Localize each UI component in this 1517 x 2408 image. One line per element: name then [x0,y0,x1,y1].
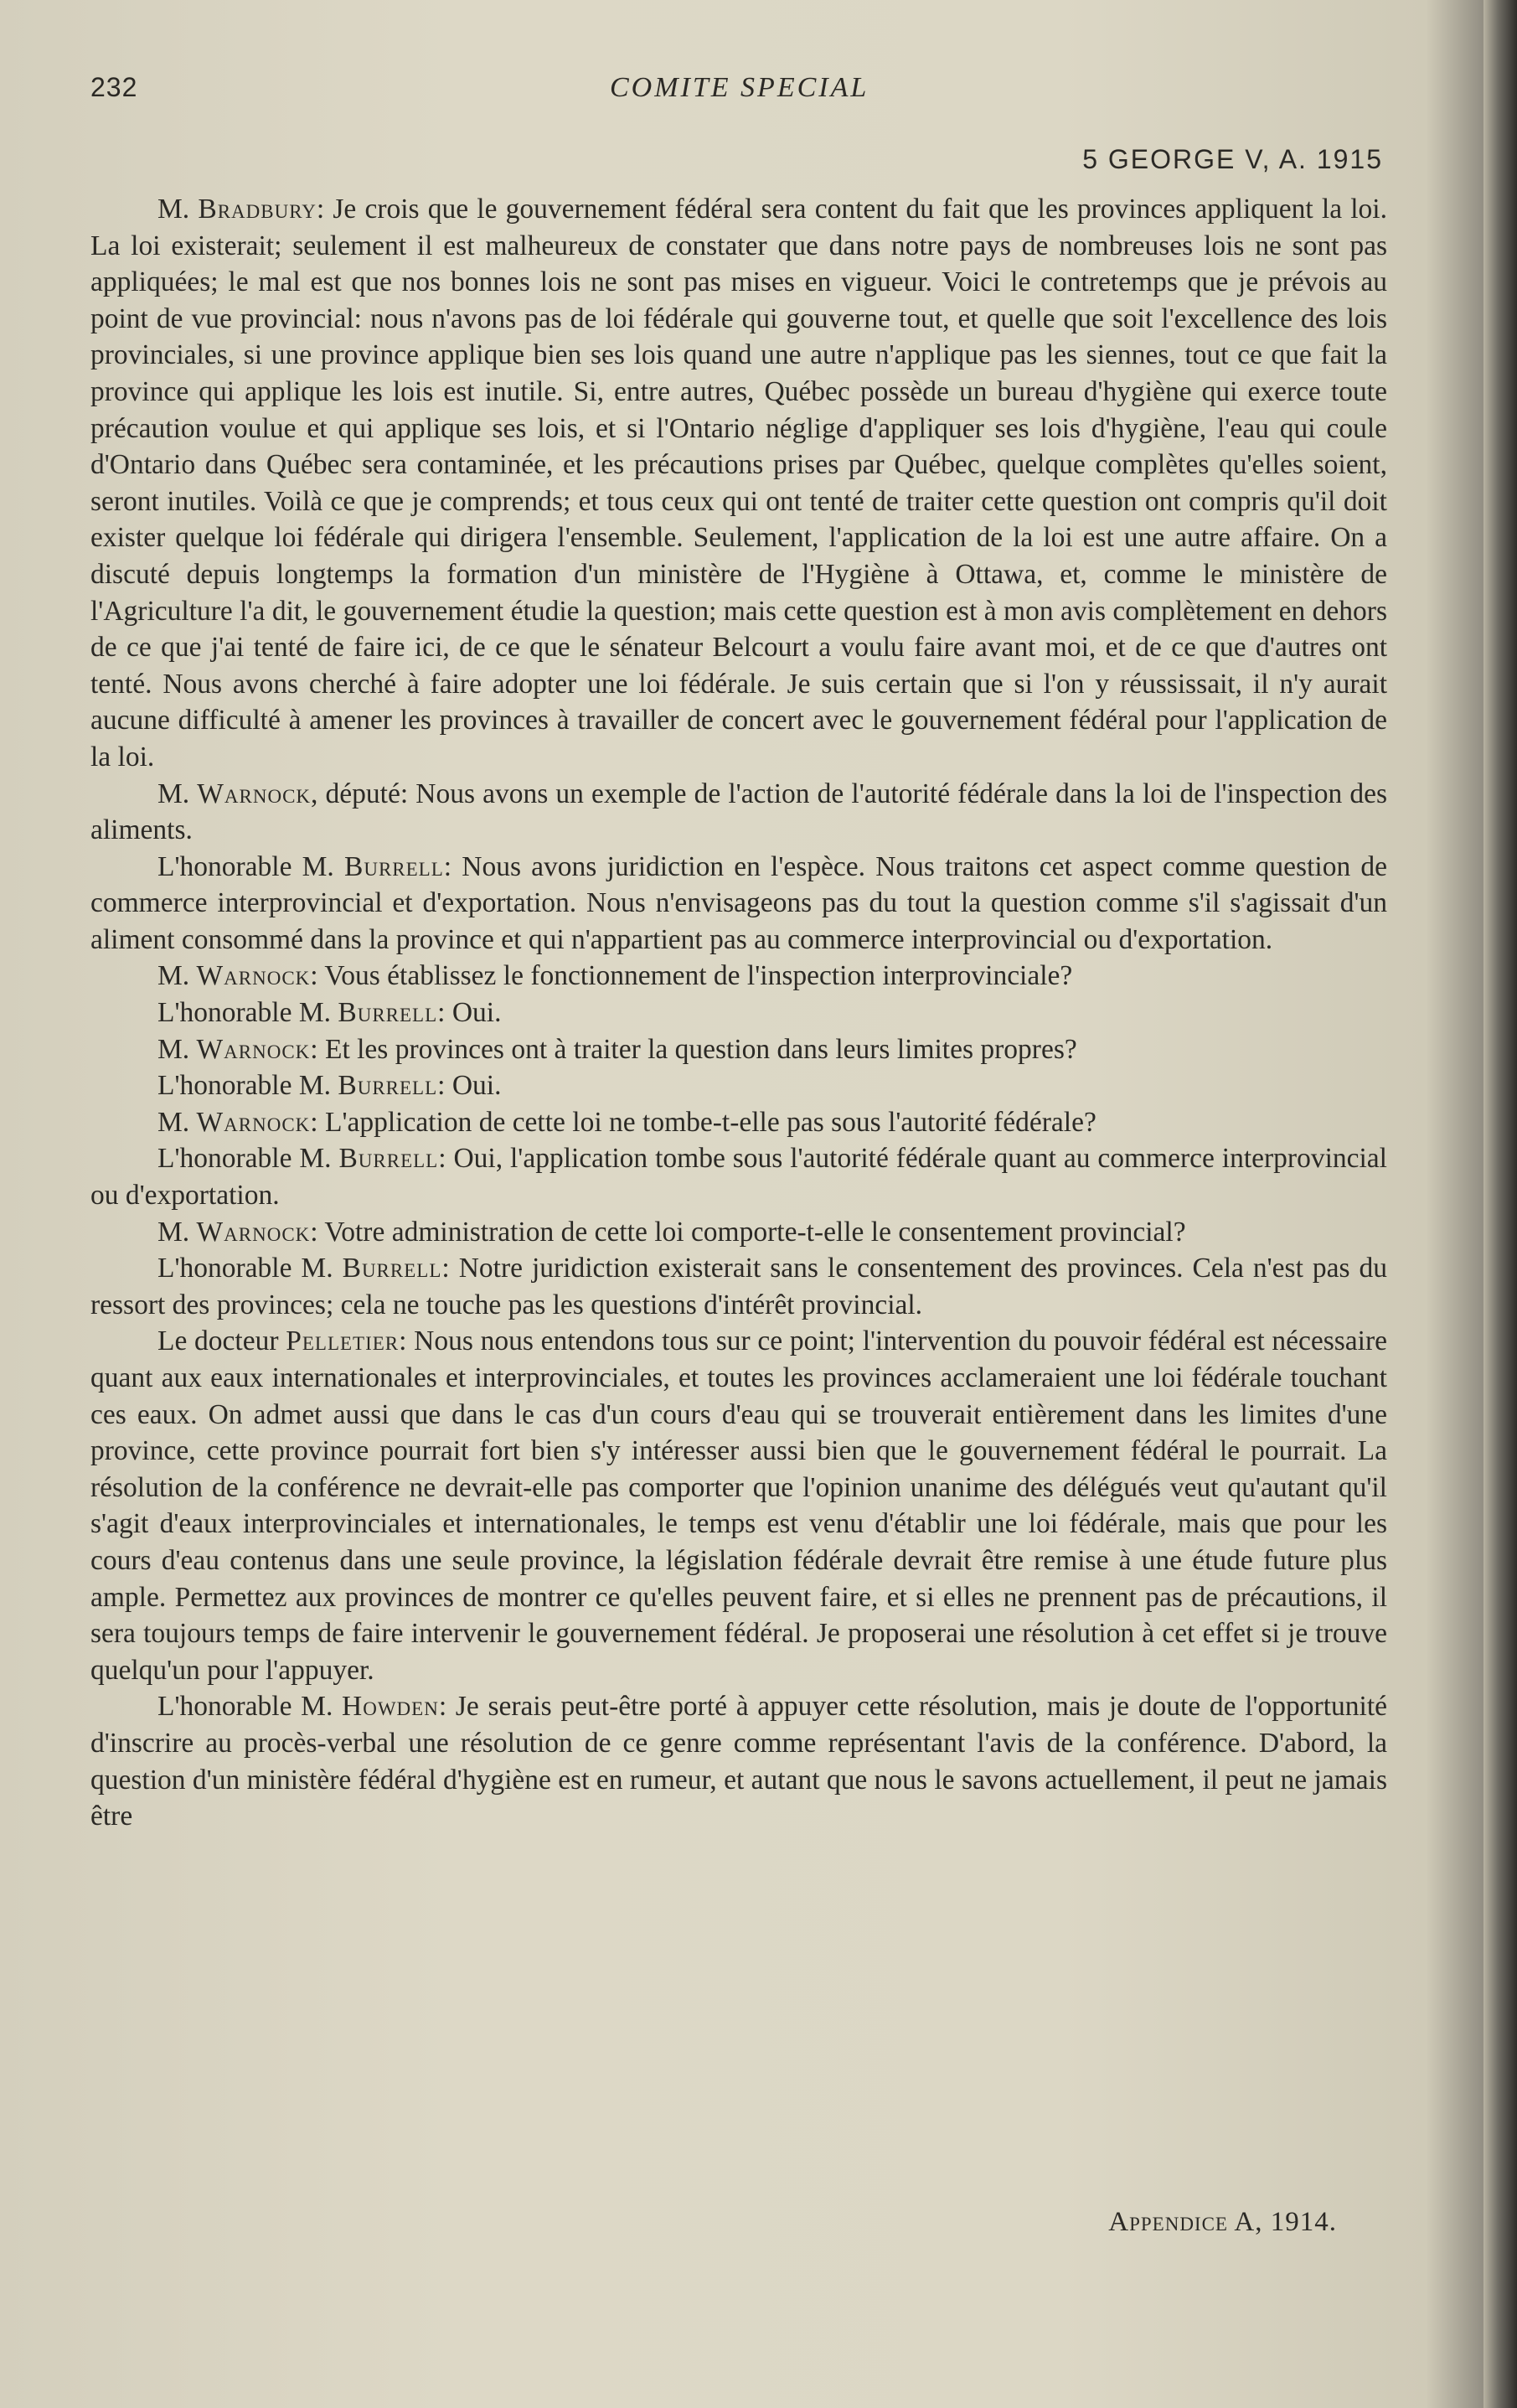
speaker-suffix: : [310,960,318,992]
speaker-prefix: M. [157,778,198,809]
speaker-suffix: : [437,1070,446,1102]
speaker-name: Howden [342,1691,439,1723]
speaker-prefix: L'honorable M. [157,850,344,882]
speech-paragraph [90,1104,1387,1141]
appendix-label: Appendice A [1108,2207,1256,2237]
running-title: COMITE SPECIAL [610,72,869,103]
page-header [90,72,1389,114]
speech-text: Je crois que le gouvernement fédéral sera content du fait que les provinces appliquent la loi. La loi existerait; seulement il est malheureux de constater que dans notre pays de nombreuses lois ne sont pas appliquées; le mal est que nos bonnes lois ne sont pas mises en vigueur. Voici le contretemps que je prévois au point de vue provincial: nous n'avons pas de loi fédérale qui gouverne tout, et quelle que soit l'excellence des lois provinciales, si une province applique bien ses lois quand une autre n'applique pas les siennes, tout ce que fait la province qui applique les lois est inutile. Si, entre autres, Québec possède un bureau d'hygiène qui exerce toute précaution voulue et qui applique ses lois, et si l'Ontario néglige d'appliquer ses lois d'hygiène, l'eau qui coule d'Ontario dans Québec sera contaminée, et les précautions prises par Québec, quelque complètes qu'elles soient, seront inutiles. Voilà ce que je comprends; et tous ceux qui ont tenté de traiter cette question ont compris qu'il doit exister quelque loi fédérale qui dirigera l'ensemble. Seulement, l'application de la loi est une autre affaire. On a discuté depuis longtemps la formation d'un ministère de l'Hygiène à Ottawa, et, comme le ministère de l'Agriculture l'a dit, le gouvernement étudie la question; mais cette question est à mon avis complètement en dehors de ce que j'ai tenté de faire ici, de ce que le sénateur Belcourt a voulu faire avant moi, et de ce que d'autres ont tenté. Nous avons cherché à faire adopter une loi fédérale. Je suis certain que si l'on y réussissait, il n'y aurait aucune difficulté à amener les provinces à travailler de concert avec le gouvernement fédéral pour l'application de la loi. [90,194,1387,773]
speaker-name: Pelletier [286,1325,400,1357]
speech-text: Nous avons juridiction en l'espèce. Nous traitons cet aspect comme question de commerce interprovincial et d'exportation. Nous n'envisageons pas du tout la question comme s'il s'agissait d'un aliment consommé dans la province et qui n'appartient pas au commerce interprovincial ou d'exportation. [90,850,1387,955]
speech-paragraph [90,995,1387,1031]
speaker-suffix: : [438,1143,446,1175]
speech-text: Notre juridiction existerait sans le consentement des provinces. Cela n'est pas du ressort des provinces; cela ne touche pas les questions d'intérêt provincial. [90,1253,1387,1320]
page-footer [1108,2207,1337,2238]
speaker-suffix: : [437,997,446,1029]
speech-paragraph [90,1031,1387,1068]
speaker-name: Warnock [196,1106,311,1138]
speaker-suffix: : [399,1325,407,1357]
speaker-suffix: : [443,850,452,882]
speech-paragraph [90,1688,1387,1834]
speaker-suffix: : [310,1033,318,1065]
speaker-prefix: M. [157,194,199,225]
speaker-suffix: : [316,194,325,225]
speech-paragraph [90,958,1387,995]
speech-text: Votre administration de cette loi comporte-t-elle le consentement provincial? [317,1216,1186,1248]
speaker-name: Burrell [342,1253,442,1284]
speech-text: Je serais peut-être porté à appuyer cette résolution, mais je doute de l'opportunité d'inscrire au procès-verbal une résolution de ce genre comme représentant l'avis de la conférence. D'abord, la question d'un ministère fédéral d'hygiène est en rumeur, et autant que nous le savons actuellement, il peut ne jamais être [90,1691,1387,1832]
speech-paragraph [90,1214,1387,1251]
session-reference: 5 GEORGE V, A. 1915 [1082,144,1383,174]
speaker-suffix: : [441,1253,450,1284]
speaker-name: Warnock [197,778,312,809]
speaker-suffix: , député: [311,778,409,809]
transcript-body [90,191,1387,1835]
speech-paragraph [90,849,1387,959]
speech-paragraph [90,1140,1387,1213]
speech-text: Et les provinces ont à traiter la question dans leurs limites propres? [317,1033,1077,1065]
speaker-suffix: : [310,1216,318,1248]
speech-text: Vous établissez le fonctionnement de l'inspection interprovinciale? [317,960,1073,992]
speaker-prefix: M. [157,1216,197,1248]
speech-paragraph [90,1250,1387,1323]
speaker-name: Warnock [196,1216,311,1248]
speech-paragraph [90,776,1387,849]
speech-text: Nous avons un exemple de l'action de l'autorité fédérale dans la loi de l'inspection des aliments. [90,778,1388,846]
speaker-name: Burrell [338,1143,439,1175]
speech-paragraph [90,191,1387,776]
speaker-name: Warnock [196,960,311,992]
speaker-prefix: L'honorable M. [157,997,338,1029]
speaker-prefix: M. [157,1033,197,1065]
speaker-suffix: : [438,1691,447,1723]
speaker-prefix: L'honorable M. [157,1691,343,1723]
speech-paragraph [90,1323,1387,1688]
speaker-prefix: Le docteur [157,1325,286,1357]
speaker-name: Burrell [338,1070,438,1102]
speaker-suffix: : [310,1106,318,1138]
speech-text: Oui, l'application tombe sous l'autorité fédérale quant au commerce interprovincial ou d'exportation. [90,1143,1387,1212]
speaker-name: Bradbury [198,194,317,225]
speech-text: Nous nous entendons tous sur ce point; l'intervention du pouvoir fédéral est nécessaire quant aux eaux internationales et interprovinciales, et toutes les provinces acclameraient une loi fédérale touchant ces eaux. On admet aussi que dans le cas d'un cours d'eau qui se trouverait entièrement dans les limites d'une province, cette province pourrait fort bien s'y intéresser aussi bien que le gouvernement fédéral le pourrait. La résolution de la conférence ne devrait-elle pas comporter que l'opinion unanime des délégués veut qu'autant qu'il s'agit d'eaux interprovinciales et internationales, le temps est venu d'établir une loi fédérale, mais que pour les cours d'eau contenus dans une seule province, la législation fédérale devrait être remise à une étude future plus ample. Permettez aux provinces de montrer ce qu'elles peuvent faire, et si elles ne prennent pas de précautions, il sera toujours temps de faire intervenir le gouvernement fédéral. Je proposerai une résolution à cet effet si je trouve quelqu'un pour l'appuyer. [90,1325,1387,1686]
speaker-prefix: L'honorable M. [157,1070,338,1102]
appendix-year: , 1914. [1255,2207,1337,2237]
speaker-name: Warnock [196,1033,311,1065]
speech-paragraph [90,1067,1387,1104]
speaker-name: Burrell [343,850,444,882]
speaker-name: Burrell [338,997,438,1029]
speaker-prefix: L'honorable M. [157,1143,339,1175]
speech-text: L'application de cette loi ne tombe-t-elle pas sous l'autorité fédérale? [317,1106,1096,1138]
speaker-prefix: M. [157,1106,197,1138]
speech-text: Oui. [445,997,502,1029]
page-number: 232 [90,72,138,102]
book-spine-shadow [1483,0,1517,2408]
speaker-prefix: L'honorable M. [157,1253,343,1284]
speech-text: Oui. [445,1070,502,1102]
speaker-prefix: M. [157,960,197,992]
